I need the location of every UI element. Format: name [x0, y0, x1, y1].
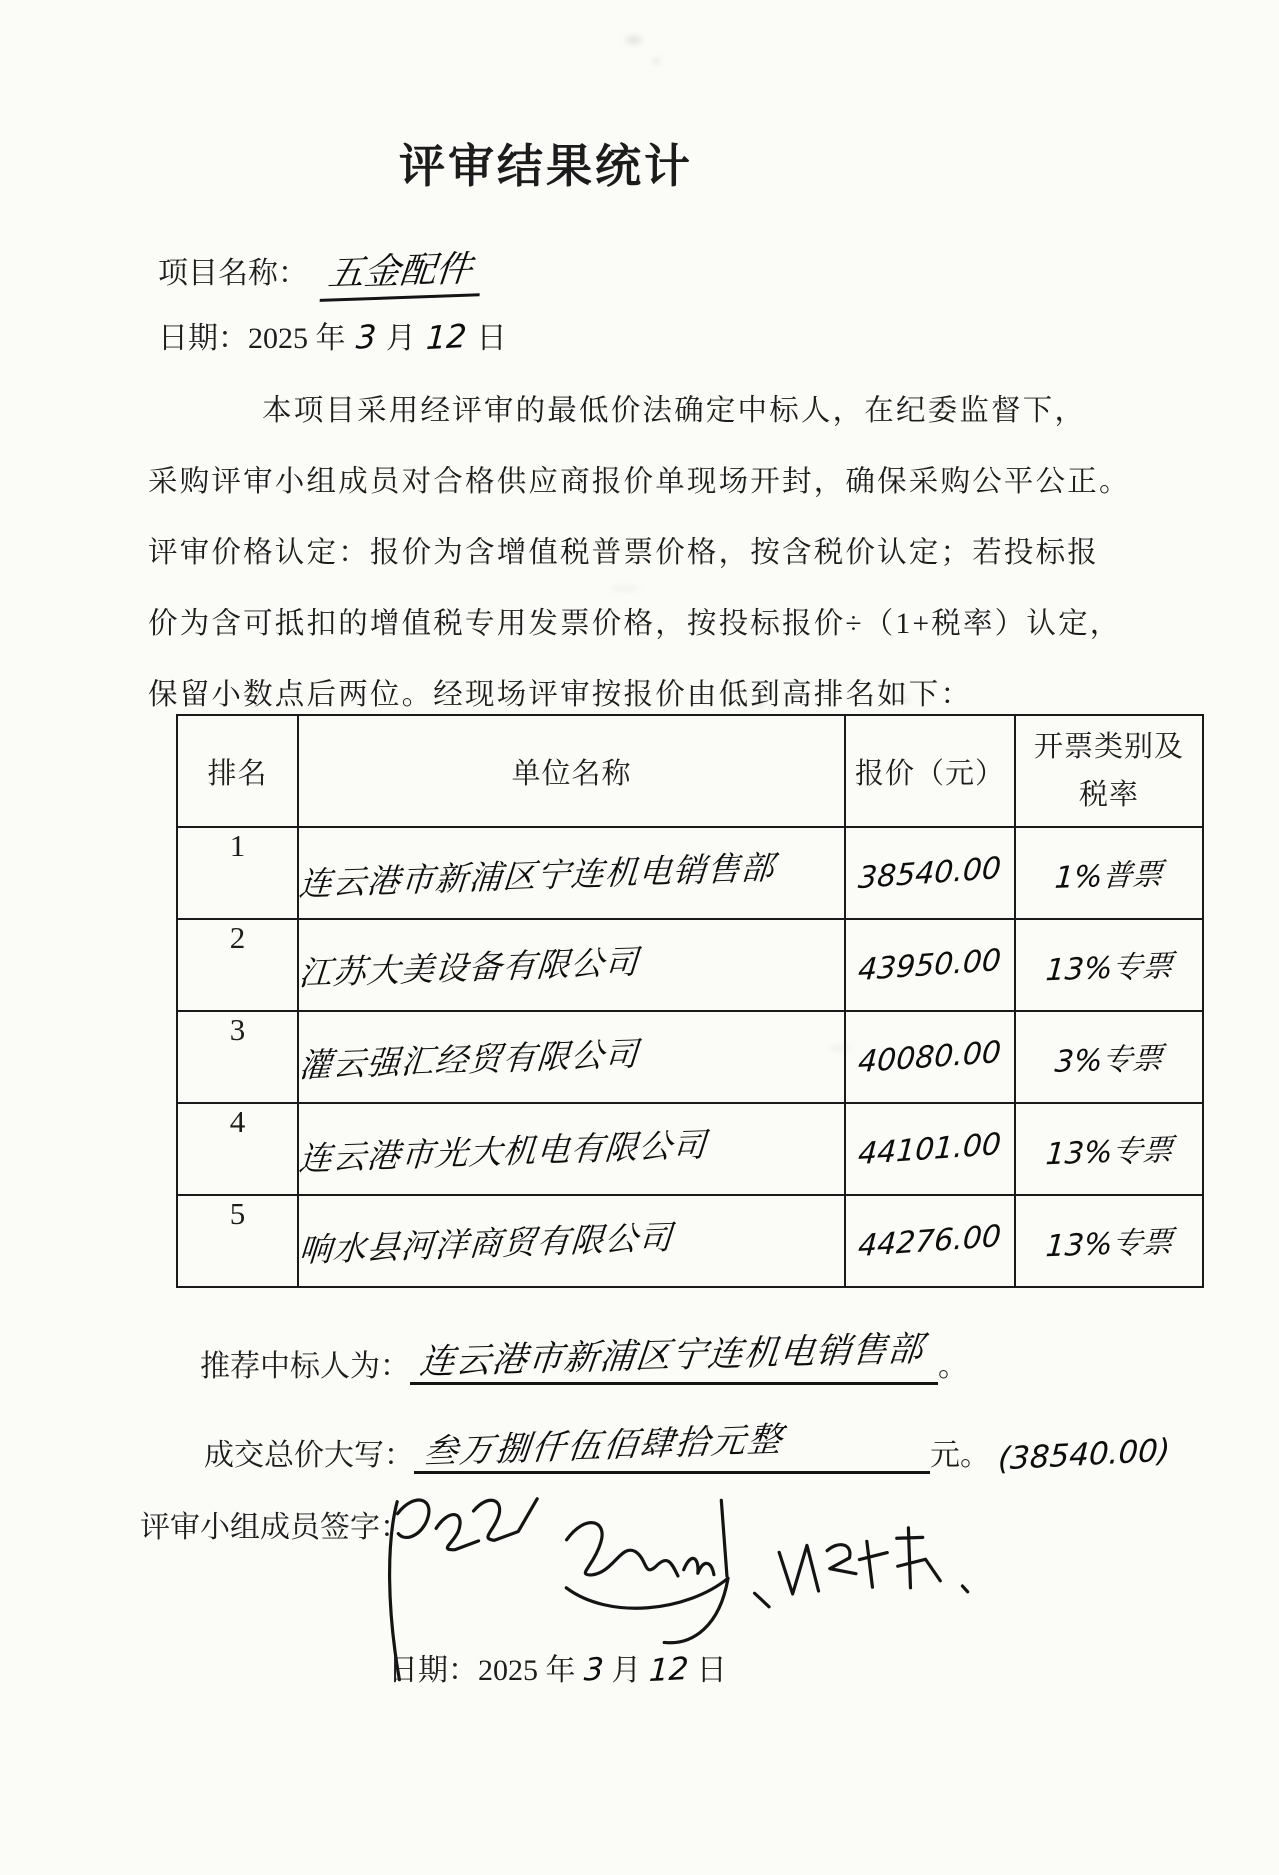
paragraph-line: 价为含可抵扣的增值税专用发票价格，按投标报价÷（1+税率）认定， [148, 608, 1122, 640]
header-tax-line1: 开票类别及 [1033, 731, 1184, 763]
recommended-winner-underline [410, 1328, 938, 1385]
tax-handwritten: 13%专票 [1044, 948, 1174, 989]
company-handwritten: 江苏大美设备有限公司 [297, 941, 641, 993]
amount-numeric-handwritten: (38540.00) [997, 1432, 1171, 1478]
company-cell [298, 1103, 845, 1195]
price-handwritten: 44101.00 [857, 1126, 1003, 1172]
page-title: 评审结果统计 [399, 141, 693, 192]
total-amount-underline [414, 1418, 930, 1474]
bottom-date-year-unit: 年 [545, 1654, 576, 1687]
project-name-handwritten-value: 五金配件 [320, 240, 485, 302]
recommended-winner-row [200, 1328, 968, 1385]
rank-cell: 5 [177, 1195, 298, 1287]
price-cell [845, 1011, 1015, 1103]
date-month-handwritten: 3 [354, 317, 377, 357]
bottom-date-row [388, 1645, 727, 1689]
price-cell [845, 919, 1015, 1011]
paragraph-line: 保留小数点后两位。经现场评审按报价由低到高排名如下： [148, 679, 973, 711]
rank-cell: 4 [177, 1103, 298, 1195]
price-handwritten: 44276.00 [857, 1218, 1003, 1264]
amount-unit: 元。 [930, 1439, 990, 1472]
date-day-unit: 日 [476, 322, 507, 355]
tax-handwritten: 1%普票 [1053, 857, 1164, 896]
date-label: 日期： [158, 322, 248, 355]
table-row [177, 1011, 1203, 1103]
bottom-date-month-unit: 月 [611, 1654, 642, 1687]
company-cell [298, 1011, 845, 1103]
paragraph-line: 采购评审小组成员对合格供应商报价单现场开封，确保采购公平公正。 [148, 466, 1131, 498]
total-amount-row [204, 1418, 1171, 1478]
tax-handwritten: 13%专票 [1044, 1132, 1174, 1173]
bottom-date-day-handwritten: 12 [648, 1650, 690, 1690]
rank-cell: 1 [177, 827, 298, 919]
date-year: 2025 [248, 322, 308, 355]
paragraph-line: 评审价格认定：报价为含增值税普票价格，按含税价认定；若投标报 [148, 537, 1100, 569]
table-row [177, 1103, 1203, 1195]
signature-scribble-2 [563, 1500, 730, 1646]
company-cell [298, 919, 845, 1011]
date-day-handwritten: 12 [424, 316, 468, 358]
scan-smudge [652, 58, 661, 64]
header-name: 单位名称 [298, 715, 845, 827]
bottom-date-day-unit: 日 [696, 1654, 727, 1687]
company-cell [298, 1195, 845, 1287]
date-row [158, 313, 507, 357]
tax-handwritten: 13%专票 [1044, 1224, 1174, 1265]
bottom-date-year: 2025 [478, 1654, 538, 1687]
tax-cell [1015, 919, 1203, 1011]
price-cell [845, 827, 1015, 919]
signature-label: 评审小组成员签字： [140, 1511, 410, 1544]
bottom-date-label: 日期： [388, 1654, 478, 1687]
price-cell [845, 1103, 1015, 1195]
company-cell [298, 827, 845, 919]
amount-capital-handwritten: 叁万捌仟伍佰肆拾元整 [421, 1419, 786, 1473]
company-handwritten: 连云港市新浦区宁连机电销售部 [297, 847, 777, 903]
recommended-winner-handwritten: 连云港市新浦区宁连机电销售部 [417, 1329, 926, 1383]
table-row [177, 919, 1203, 1011]
project-name-row [158, 243, 482, 299]
project-name-label: 项目名称： [158, 257, 308, 290]
header-tax [1015, 715, 1203, 827]
total-amount-label: 成交总价大写： [204, 1439, 414, 1472]
scan-smudge [626, 36, 642, 44]
company-handwritten: 灌云强汇经贸有限公司 [297, 1033, 641, 1085]
tax-cell [1015, 1011, 1203, 1103]
table-row [177, 1195, 1203, 1287]
rank-cell: 2 [177, 919, 298, 1011]
tax-cell [1015, 1103, 1203, 1195]
date-month-unit: 月 [385, 322, 416, 355]
recommended-winner-label: 推荐中标人为： [200, 1350, 410, 1383]
bottom-date-month-handwritten: 3 [582, 1651, 605, 1689]
ranking-table [176, 714, 1204, 1288]
tax-handwritten: 3%专票 [1053, 1041, 1164, 1080]
table-header-row [177, 715, 1203, 827]
paragraph-line: 本项目采用经评审的最低价法确定中标人，在纪委监督下， [262, 395, 1087, 427]
price-cell [845, 1195, 1015, 1287]
company-handwritten: 连云港市光大机电有限公司 [297, 1124, 709, 1178]
header-rank: 排名 [177, 715, 298, 827]
company-handwritten: 响水县河洋商贸有限公司 [297, 1216, 675, 1270]
winner-period: 。 [938, 1350, 969, 1383]
header-tax-line2: 税率 [1078, 779, 1139, 811]
date-year-unit: 年 [315, 322, 346, 355]
table-row [177, 827, 1203, 919]
body-paragraph [148, 376, 1148, 731]
header-price: 报价（元） [845, 715, 1015, 827]
price-handwritten: 43950.00 [857, 942, 1003, 988]
rank-cell: 3 [177, 1011, 298, 1103]
price-handwritten: 40080.00 [857, 1034, 1003, 1080]
tax-cell [1015, 827, 1203, 919]
tax-cell [1015, 1195, 1203, 1287]
signature-scribble-3 [752, 1526, 967, 1607]
price-handwritten: 38540.00 [857, 850, 1003, 896]
